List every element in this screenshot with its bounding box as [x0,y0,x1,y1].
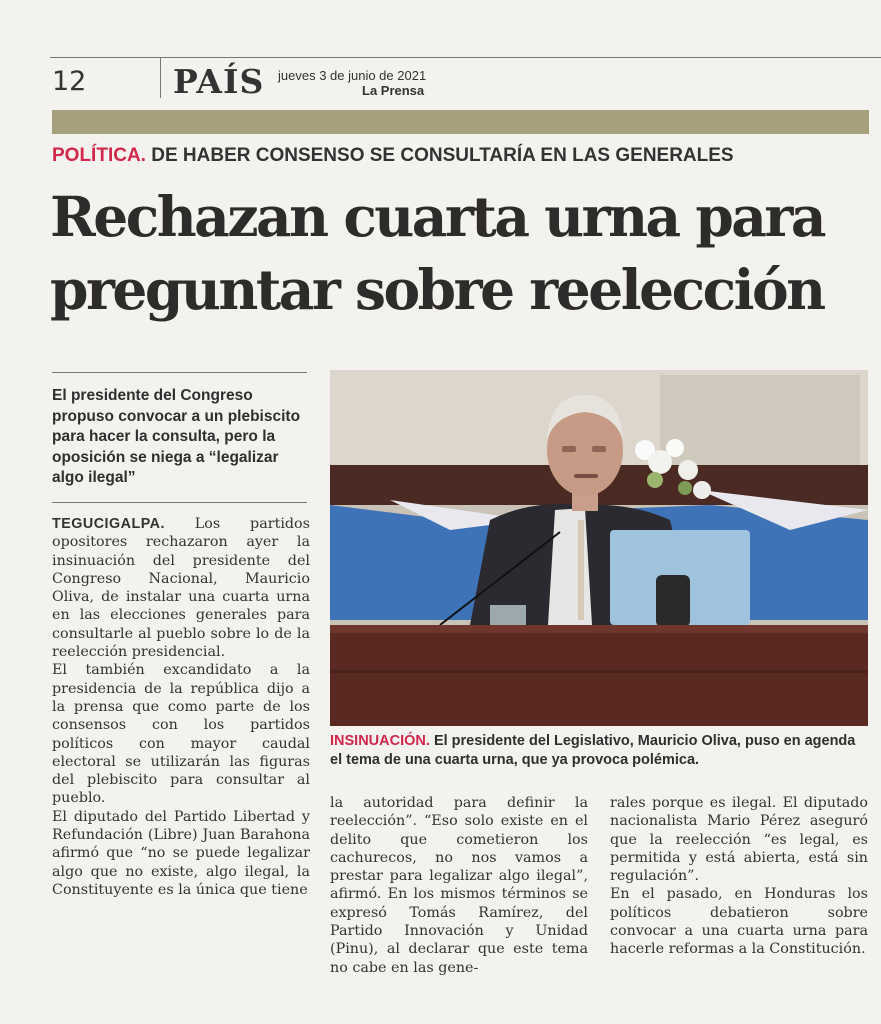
caption-label: INSINUACIÓN. [330,733,430,749]
top-rule [50,57,881,58]
deck-bottom-rule [52,502,307,503]
photo-illustration [330,370,868,726]
photo-caption [330,732,870,770]
paragraph: En el pasado, en Honduras los políticos debatieron sobre convocar a una cuarta urna para hacerle reformas a la Constitución. [610,886,868,958]
kicker-category: POLÍTICA. [52,145,146,166]
article-column-3 [610,794,868,959]
paragraph: El diputado del Partido Libertad y Refundación (Libre) Juan Barahona afirmó que “no se puede legalizar algo que no existe, algo ilegal, la Constituyente es la única que tiene [52,808,310,898]
caption-text: El presidente del Legislativo, Mauricio Oliva, puso en agenda el tema de una cuarta urna, que ya provoca polémica. [330,733,856,768]
paragraph [52,515,310,661]
section-name: PAÍS [173,62,265,101]
headline [50,180,880,326]
news-photo [330,370,868,726]
page-number: 12 [52,66,87,97]
headline-line-1: Rechazan cuarta urna para [50,184,825,249]
headline-line-2: preguntar sobre reelección [50,257,824,322]
paragraph-text: Los partidos opositores rechazaron ayer la insinuación del presidente del Congreso Nacional, Mauricio Oliva, de instalar una cuarta urna en las elecciones generales para consultarle al pueblo sobre lo de la reelección presidencial. [52,516,310,661]
deck-top-rule [52,372,307,373]
paragraph: El también excandidato a la presidencia de la república dijo a la prensa que como parte de los consensos con los partidos políticos con mayor caudal electoral se utilizarán las figuras del plebiscito para consultar al pueblo. [52,662,310,807]
section-band [52,110,869,134]
paragraph: rales porque es ilegal. El diputado nacionalista Mario Pérez aseguró que la reelección “es legal, es permitida y está abierta, está sin regulación”. [610,795,868,885]
deck-summary: El presidente del Congreso propuso convocar a un plebiscito para hacer la consulta, pero la oposición se niega a “legalizar algo ilegal” [52,387,301,486]
issue-date: jueves 3 de junio de 2021 [278,68,427,83]
article-column-1 [52,515,310,899]
article-column-2 [330,794,588,977]
kicker [52,145,734,167]
masthead-divider [160,58,161,98]
dateline: TEGUCIGALPA. [52,516,165,532]
paragraph: la autoridad para definir la reelección”. “Eso solo existe en el delito que cometieron los cachurecos, no nos vamos a prestar para legalizar algo ilegal”, afirmó. En los mismos términos se expresó Tomás Ramírez, del Partido Innovación y Unidad (Pinu), al declarar que este tema no cabe en las gene- [330,795,588,976]
newspaper-name: La Prensa [362,83,425,98]
kicker-text: DE HABER CONSENSO SE CONSULTARÍA EN LAS GENERALES [151,145,734,166]
